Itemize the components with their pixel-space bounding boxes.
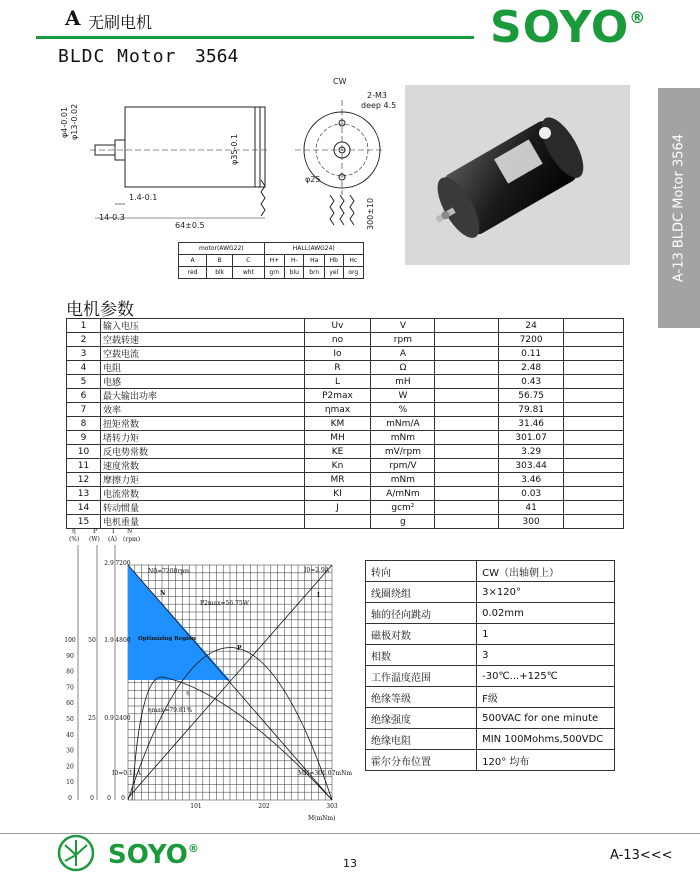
wiring-group-hall: HALL(AWG24) — [264, 243, 363, 255]
param-unit: V — [371, 319, 435, 333]
param-blank — [435, 473, 499, 487]
wiring-color: org — [343, 267, 363, 279]
wiring-pin: H+ — [264, 255, 285, 267]
spec-value: 3×120° — [477, 582, 615, 603]
spec-row — [366, 750, 615, 771]
dim-hole-depth: deep 4.5 — [361, 101, 397, 110]
wiring-pin: Hc — [343, 255, 363, 267]
param-unit: gcm² — [371, 501, 435, 515]
spec-value: F级 — [477, 687, 615, 708]
wiring-color: red — [179, 267, 207, 279]
spec-key: 相数 — [366, 645, 477, 666]
spec-row — [366, 729, 615, 750]
param-symbol: KE — [304, 445, 371, 459]
param-row — [67, 347, 624, 361]
eta-tick-label: 20 — [66, 763, 74, 771]
dim-shaft-dia: φ4-0.01 — [60, 106, 69, 138]
region-label: Optimizing Region — [138, 636, 196, 642]
param-symbol: Uv — [304, 319, 371, 333]
param-symbol: L — [304, 375, 371, 389]
spec-key: 工作温度范围 — [366, 666, 477, 687]
model-label: BLDC Motor — [58, 46, 177, 67]
spec-key: 线圈绕组 — [366, 582, 477, 603]
axis-i-label: I — [112, 528, 115, 535]
wiring-pin: A — [179, 255, 207, 267]
footer-brand-logo — [108, 840, 199, 870]
param-name: 摩擦力矩 — [100, 473, 304, 487]
param-symbol: MR — [304, 473, 371, 487]
axis-n-label: N — [127, 528, 133, 535]
param-blank — [435, 431, 499, 445]
param-blank — [564, 459, 624, 473]
param-unit: % — [371, 403, 435, 417]
n-tick-label: 2400 — [115, 715, 131, 722]
wiring-table — [178, 242, 364, 279]
param-blank — [435, 403, 499, 417]
x-tick-label: 303 — [326, 803, 338, 810]
param-value: 79.81 — [499, 403, 564, 417]
dim-lead-length: 300±10 — [366, 197, 375, 230]
wiring-pin: C — [233, 255, 264, 267]
brand-emblem-icon — [56, 833, 96, 873]
param-blank — [435, 347, 499, 361]
param-no: 7 — [67, 403, 101, 417]
param-name: 转动惯量 — [100, 501, 304, 515]
spec-row — [366, 561, 615, 582]
spec-key: 绝缘电阻 — [366, 729, 477, 750]
n-tick-label: 7200 — [115, 560, 131, 567]
params-title: 电机参数 — [66, 300, 134, 320]
param-no: 14 — [67, 501, 101, 515]
wiring-colors-row — [179, 267, 364, 279]
param-unit: mV/rpm — [371, 445, 435, 459]
param-row — [67, 333, 624, 347]
brand-logo — [490, 2, 646, 53]
dim-holes: 2-M3 — [367, 91, 387, 100]
eta-tick-label: 50 — [66, 716, 74, 723]
param-value: 0.03 — [499, 487, 564, 501]
param-no: 12 — [67, 473, 101, 487]
spec-value: 1 — [477, 624, 615, 645]
p-tick-label: 25 — [88, 715, 96, 722]
io-label: I0=2.9A — [304, 567, 330, 574]
registered-mark: ® — [629, 8, 647, 27]
param-blank — [564, 361, 624, 375]
spec-row — [366, 603, 615, 624]
param-value: 300 — [499, 515, 564, 529]
param-blank — [435, 515, 499, 529]
p-tick-label: 50 — [88, 637, 96, 644]
param-no: 4 — [67, 361, 101, 375]
x-tick-label: 101 — [190, 803, 202, 810]
param-no: 10 — [67, 445, 101, 459]
param-blank — [564, 473, 624, 487]
category-letter: A — [65, 6, 81, 30]
param-name: 堵转力矩 — [100, 431, 304, 445]
spec-row — [366, 687, 615, 708]
param-value: 56.75 — [499, 389, 564, 403]
param-symbol: ηmax — [304, 403, 371, 417]
param-blank — [564, 347, 624, 361]
axis-p-label: P — [93, 528, 98, 535]
spec-value: 120° 均布 — [477, 750, 615, 771]
axis-eta-label: η — [72, 528, 76, 535]
eta-tick-label: 100 — [64, 637, 76, 644]
param-blank — [435, 361, 499, 375]
performance-chart — [60, 525, 365, 825]
dimension-drawing — [55, 70, 397, 240]
param-blank — [435, 417, 499, 431]
spec-row — [366, 582, 615, 603]
param-value: 0.43 — [499, 375, 564, 389]
x-axis-label: M(mNm) — [308, 815, 336, 822]
n-tick-label: 0 — [121, 795, 125, 802]
wiring-pin: Hb — [325, 255, 344, 267]
header-rule — [36, 36, 474, 39]
spec-value: MIN 100Mohms,500VDC — [477, 729, 615, 750]
param-unit: mNm — [371, 431, 435, 445]
param-blank — [435, 375, 499, 389]
axis-i-unit: (A) — [108, 536, 118, 543]
wiring-pin: Ha — [304, 255, 325, 267]
wiring-group-motor: motor(AWG22) — [179, 243, 265, 255]
motor-body-outline — [125, 107, 265, 187]
param-value: 7200 — [499, 333, 564, 347]
param-no: 1 — [67, 319, 101, 333]
param-name: 空载转速 — [100, 333, 304, 347]
dim-boss-dia: φ13-0.02 — [70, 103, 79, 140]
param-unit: mNm — [371, 473, 435, 487]
param-name: 空载电流 — [100, 347, 304, 361]
param-no: 11 — [67, 459, 101, 473]
spec-row — [366, 708, 615, 729]
param-unit: A/mNm — [371, 487, 435, 501]
param-name: 反电势常数 — [100, 445, 304, 459]
spec-key: 转向 — [366, 561, 477, 582]
page-number: 13 — [343, 857, 357, 870]
axis-eta-unit: (%) — [69, 536, 80, 543]
param-symbol: J — [304, 501, 371, 515]
category-title: 无刷电机 — [88, 13, 153, 32]
side-tab — [658, 88, 700, 328]
param-row — [67, 319, 624, 333]
param-no: 5 — [67, 375, 101, 389]
param-symbol: no — [304, 333, 371, 347]
wiring-color: blu — [285, 267, 304, 279]
param-blank — [435, 389, 499, 403]
n0-label: N0=7200rpm — [148, 568, 190, 575]
param-name: 电阻 — [100, 361, 304, 375]
param-no: 8 — [67, 417, 101, 431]
param-name: 效率 — [100, 403, 304, 417]
param-row — [67, 403, 624, 417]
spec-row — [366, 666, 615, 687]
dim-shaft-length: 14-0.3 — [99, 213, 125, 222]
spec-row — [366, 624, 615, 645]
p2max-label: P2max=56.75W — [200, 600, 249, 607]
x-tick-label: 202 — [258, 803, 270, 810]
param-value: 41 — [499, 501, 564, 515]
param-row — [67, 389, 624, 403]
brand-name: SOYO — [490, 2, 630, 53]
param-symbol: MH — [304, 431, 371, 445]
axis-n-unit: (rpm) — [123, 536, 141, 543]
param-name: 速度常数 — [100, 459, 304, 473]
param-no: 2 — [67, 333, 101, 347]
param-blank — [564, 389, 624, 403]
param-unit: mNm/A — [371, 417, 435, 431]
wiring-color: brn — [304, 267, 325, 279]
eta-tick-label: 30 — [66, 747, 74, 755]
n-tick-label: 4800 — [115, 637, 131, 644]
param-blank — [564, 333, 624, 347]
param-unit: rpm — [371, 333, 435, 347]
param-blank — [564, 403, 624, 417]
param-value: 3.29 — [499, 445, 564, 459]
param-value: 24 — [499, 319, 564, 333]
i-tick-label: 0.9 — [104, 715, 114, 722]
eta-tick-label: 80 — [66, 668, 74, 676]
param-no: 13 — [67, 487, 101, 501]
i-tick-label: 0 — [107, 795, 111, 802]
mh-label: MH=301.07mNm — [298, 770, 353, 777]
param-row — [67, 459, 624, 473]
footer-brand-name: SOYO — [108, 840, 188, 870]
spec-value: -30℃...+125℃ — [477, 666, 615, 687]
param-symbol: P2max — [304, 389, 371, 403]
curve-p-tag: P — [237, 645, 242, 652]
spec-value: 3 — [477, 645, 615, 666]
param-row — [67, 361, 624, 375]
param-symbol: Io — [304, 347, 371, 361]
dim-body-length: 64±0.5 — [175, 221, 205, 230]
param-unit: mH — [371, 375, 435, 389]
spec-key: 轴的径向跳动 — [366, 603, 477, 624]
param-blank — [564, 501, 624, 515]
param-row — [67, 431, 624, 445]
dim-boss-length: 1.4-0.1 — [129, 193, 158, 202]
curve-eta-tag: η — [186, 690, 190, 697]
param-blank — [564, 515, 624, 529]
param-value: 31.46 — [499, 417, 564, 431]
wiring-color: grn — [264, 267, 285, 279]
spec-key: 绝缘等级 — [366, 687, 477, 708]
spec-row — [366, 645, 615, 666]
dim-pcd: φ25 — [305, 175, 321, 184]
dim-body-dia: φ35-0.1 — [230, 133, 239, 165]
eta-tick-label: 0 — [68, 795, 72, 802]
axis-p-unit: (W) — [89, 536, 100, 543]
param-row — [67, 445, 624, 459]
spec-key: 霍尔分布位置 — [366, 750, 477, 771]
i-tick-label: 1.9 — [104, 637, 114, 644]
param-name: 电感 — [100, 375, 304, 389]
param-no: 6 — [67, 389, 101, 403]
specs-table — [365, 560, 615, 771]
param-no: 3 — [67, 347, 101, 361]
side-tab-label: A-13 BLDC Motor 3564 — [671, 133, 687, 283]
param-symbol: Kn — [304, 459, 371, 473]
i0-label: I0=0.11A — [112, 770, 141, 777]
param-blank — [564, 431, 624, 445]
param-value: 3.46 — [499, 473, 564, 487]
param-name: 最大输出功率 — [100, 389, 304, 403]
spec-value: 0.02mm — [477, 603, 615, 624]
param-row — [67, 375, 624, 389]
param-value: 0.11 — [499, 347, 564, 361]
param-value: 303.44 — [499, 459, 564, 473]
param-unit: rpm/V — [371, 459, 435, 473]
param-row — [67, 417, 624, 431]
param-name: 扭矩常数 — [100, 417, 304, 431]
param-unit: A — [371, 347, 435, 361]
eta-tick-label: 40 — [66, 731, 74, 739]
p-tick-label: 0 — [90, 795, 94, 802]
param-value: 301.07 — [499, 431, 564, 445]
rotation-label: CW — [333, 77, 347, 86]
param-name: 电机重量 — [100, 515, 304, 529]
params-table — [66, 318, 624, 529]
i-tick-label: 2.9 — [104, 560, 114, 567]
spec-value: CW（出轴朝上） — [477, 561, 615, 582]
param-blank — [435, 459, 499, 473]
wiring-pins-row — [179, 255, 364, 267]
wiring-color: blk — [207, 267, 233, 279]
wiring-pin: H- — [285, 255, 304, 267]
param-value: 2.48 — [499, 361, 564, 375]
param-no: 9 — [67, 431, 101, 445]
spec-value: 500VAC for one minute — [477, 708, 615, 729]
param-row — [67, 473, 624, 487]
page-reference: A-13<<< — [610, 848, 673, 863]
param-unit: g — [371, 515, 435, 529]
param-blank — [435, 333, 499, 347]
motor-photo — [405, 85, 630, 265]
wiring-color: yel — [325, 267, 344, 279]
param-blank — [435, 445, 499, 459]
param-blank — [435, 487, 499, 501]
footer-rule — [0, 833, 700, 834]
param-blank — [564, 417, 624, 431]
param-row — [67, 487, 624, 501]
param-unit: W — [371, 389, 435, 403]
wiring-pin: B — [207, 255, 233, 267]
eta-tick-label: 70 — [66, 684, 74, 692]
param-blank — [564, 445, 624, 459]
spec-key: 绝缘强度 — [366, 708, 477, 729]
footer-registered-mark: ® — [187, 842, 199, 855]
param-row — [67, 501, 624, 515]
param-symbol: KM — [304, 417, 371, 431]
wiring-color: wht — [233, 267, 264, 279]
param-unit: Ω — [371, 361, 435, 375]
model-number: 3564 — [195, 46, 239, 67]
curve-i-tag: I — [317, 592, 320, 599]
param-blank — [435, 319, 499, 333]
param-blank — [435, 501, 499, 515]
eta-max-label: ηmax=79.81% — [148, 707, 193, 714]
param-no: 15 — [67, 515, 101, 529]
param-blank — [564, 487, 624, 501]
param-blank — [564, 375, 624, 389]
param-symbol: KI — [304, 487, 371, 501]
param-symbol: R — [304, 361, 371, 375]
param-name: 电流常数 — [100, 487, 304, 501]
spec-key: 磁极对数 — [366, 624, 477, 645]
param-blank — [564, 319, 624, 333]
eta-tick-label: 10 — [66, 779, 74, 787]
curve-n-tag: N — [160, 590, 166, 597]
param-name: 输入电压 — [100, 319, 304, 333]
eta-tick-label: 60 — [66, 700, 74, 708]
eta-tick-label: 90 — [66, 652, 74, 660]
